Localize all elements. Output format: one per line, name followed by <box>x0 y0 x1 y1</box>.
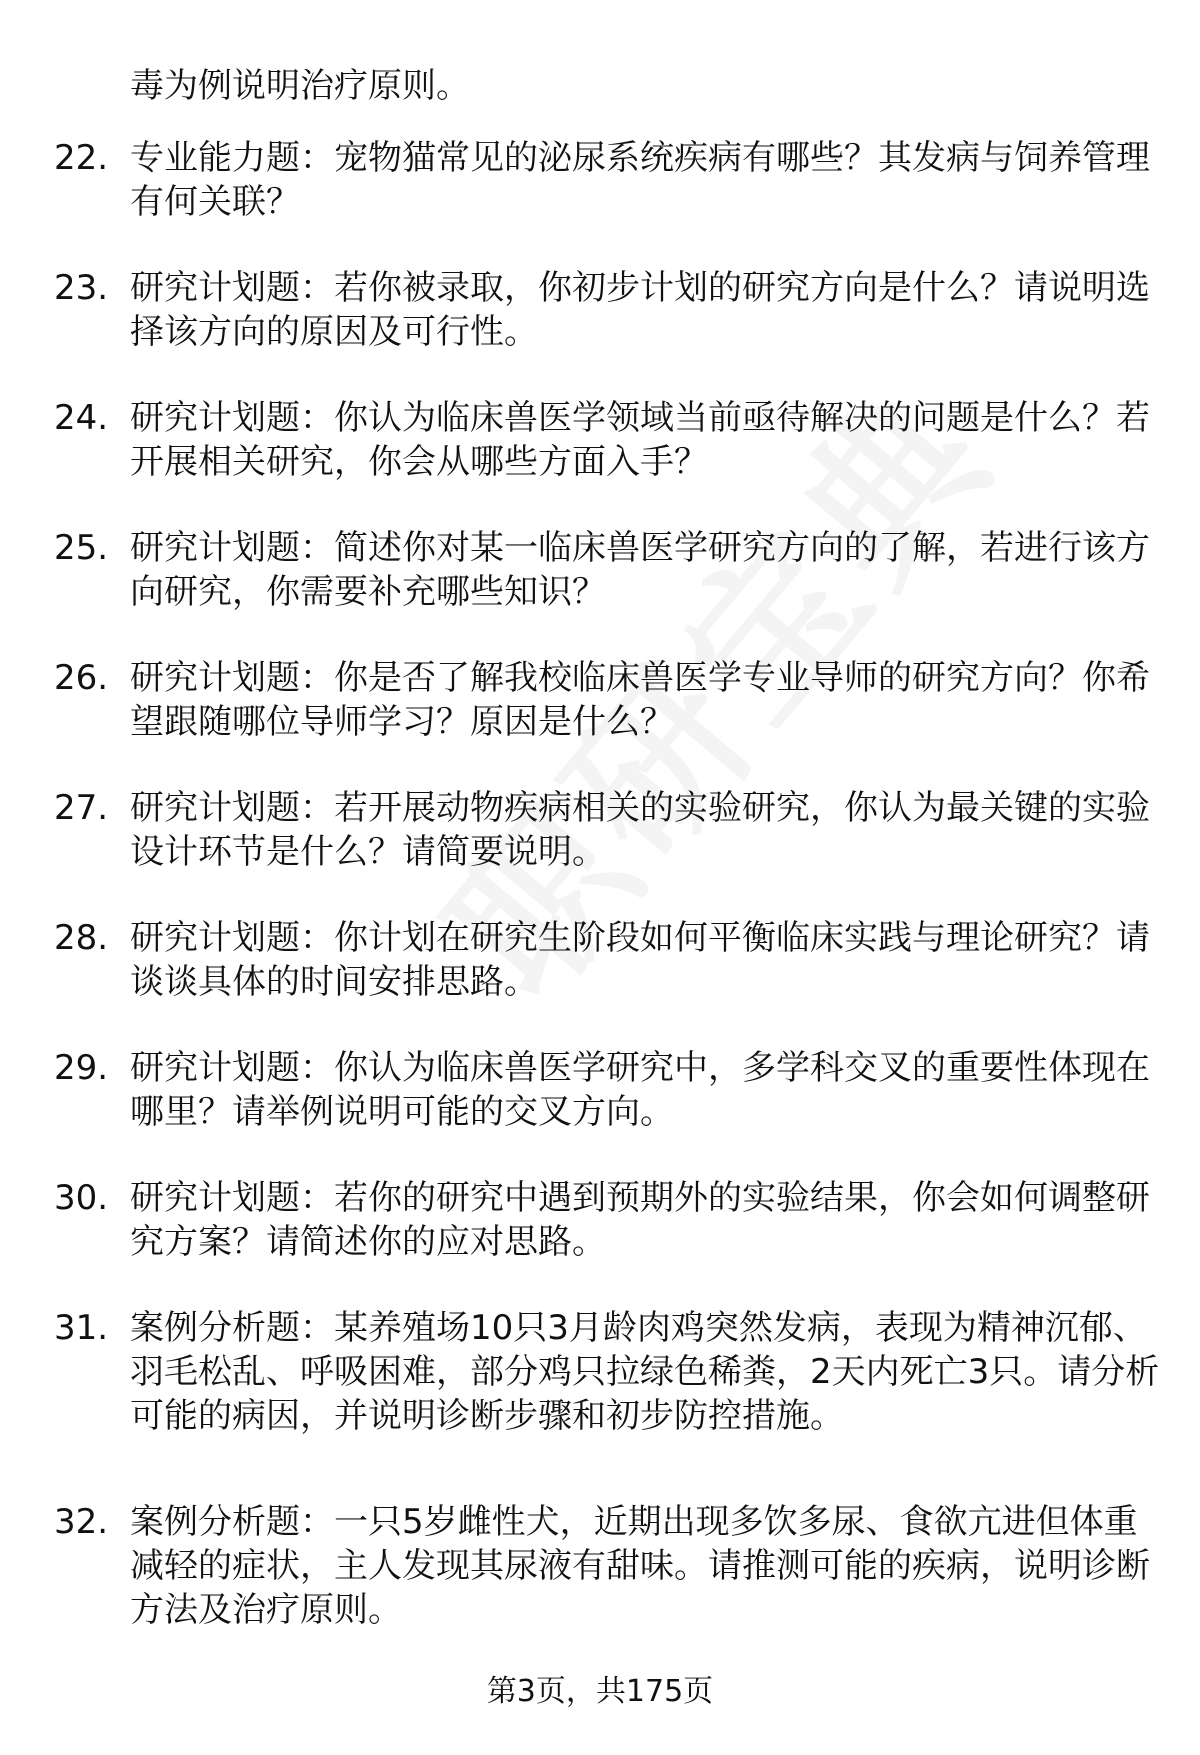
continuation-text: 毒为例说明治疗原则。 <box>130 66 470 106</box>
list-item <box>54 526 1169 614</box>
page-footer: 第3页，共175页 <box>486 1674 714 1709</box>
question-text: 专业能力题：宠物猫常见的泌尿系统疾病有哪些？其发病与饲养管理有何关联？ <box>130 138 1150 222</box>
question-number: 30. <box>54 1178 109 1218</box>
list-item <box>54 1306 1169 1438</box>
question-text: 研究计划题：简述你对某一临床兽医学研究方向的了解，若进行该方向研究，你需要补充哪些知识？ <box>130 528 1150 612</box>
list-item <box>54 1176 1169 1264</box>
question-number: 27. <box>54 788 109 828</box>
question-text: 研究计划题：若开展动物疾病相关的实验研究，你认为最关键的实验设计环节是什么？请简要说明。 <box>130 788 1150 872</box>
question-number: 28. <box>54 918 109 958</box>
list-item <box>54 136 1169 224</box>
question-text: 研究计划题：若你的研究中遇到预期外的实验结果，你会如何调整研究方案？请简述你的应对思路。 <box>130 1178 1150 1262</box>
question-text: 研究计划题：你认为临床兽医学研究中，多学科交叉的重要性体现在哪里？请举例说明可能的交叉方向。 <box>130 1048 1150 1132</box>
question-text: 案例分析题：一只5岁雌性犬，近期出现多饮多尿、食欲亢进但体重减轻的症状，主人发现其尿液有甜味。请推测可能的疾病，说明诊断方法及治疗原则。 <box>130 1502 1150 1630</box>
question-number: 26. <box>54 658 109 698</box>
question-number: 32. <box>54 1502 109 1542</box>
question-number: 25. <box>54 528 109 568</box>
list-item <box>54 1046 1169 1134</box>
question-number: 24. <box>54 398 109 438</box>
question-number: 22. <box>54 138 109 178</box>
question-number: 31. <box>54 1308 109 1348</box>
list-item <box>54 656 1169 744</box>
question-text: 研究计划题：你是否了解我校临床兽医学专业导师的研究方向？你希望跟随哪位导师学习？原因是什么？ <box>130 658 1150 742</box>
question-text: 研究计划题：你计划在研究生阶段如何平衡临床实践与理论研究？请谈谈具体的时间安排思路。 <box>130 918 1150 1002</box>
list-item <box>54 396 1169 484</box>
question-text: 研究计划题：你认为临床兽医学领域当前亟待解决的问题是什么？若开展相关研究，你会从哪些方面入手？ <box>130 398 1150 482</box>
list-item <box>54 1500 1169 1632</box>
question-number: 23. <box>54 268 109 308</box>
list-item <box>54 916 1169 1004</box>
question-text: 案例分析题：某养殖场10只3月龄肉鸡突然发病，表现为精神沉郁、羽毛松乱、呼吸困难，部分鸡只拉绿色稀粪，2天内死亡3只。请分析可能的病因，并说明诊断步骤和初步防控措施。 <box>130 1308 1160 1436</box>
question-number: 29. <box>54 1048 109 1088</box>
question-text: 研究计划题：若你被录取，你初步计划的研究方向是什么？请说明选择该方向的原因及可行性。 <box>130 268 1150 352</box>
list-item <box>54 266 1169 354</box>
list-item <box>54 786 1169 874</box>
